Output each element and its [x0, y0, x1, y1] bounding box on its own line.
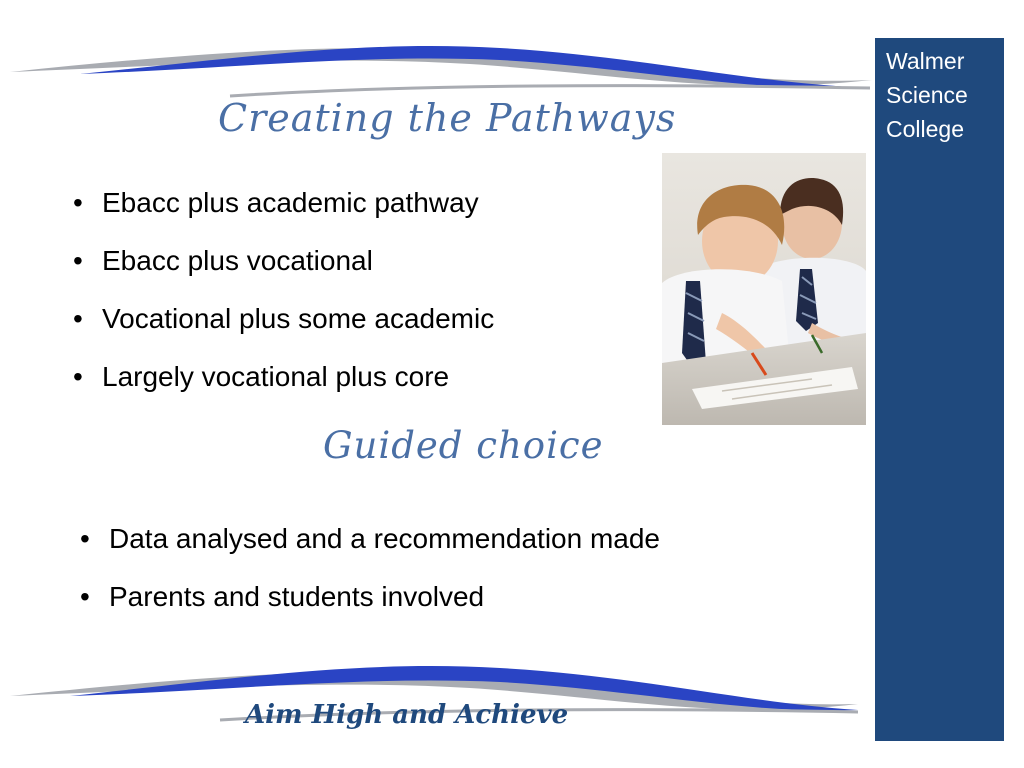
pathway-text: Largely vocational plus core	[102, 361, 450, 392]
bullet-icon: •	[80, 523, 90, 554]
pathways-list	[70, 184, 494, 416]
bullet-icon: •	[73, 245, 83, 276]
pathway-item	[70, 242, 494, 300]
pathway-item	[70, 184, 494, 242]
pathway-item	[70, 358, 494, 416]
college-name-line-1: Walmer	[886, 48, 965, 74]
guided-choice-text: Data analysed and a recommendation made	[109, 523, 661, 554]
guided-choice-text: Parents and students involved	[109, 581, 485, 612]
college-name-line-2: Science	[886, 82, 968, 108]
guided-choice-list	[77, 520, 660, 636]
bullet-icon: •	[73, 303, 83, 334]
pathway-text: Ebacc plus vocational	[102, 245, 373, 276]
slide-title: Creating the Pathways	[218, 96, 677, 140]
bullet-icon: •	[80, 581, 90, 612]
college-name-line-3: College	[886, 116, 964, 142]
pathway-text: Ebacc plus academic pathway	[102, 187, 479, 218]
pathway-text: Vocational plus some academic	[102, 303, 495, 334]
pathway-item	[70, 300, 494, 358]
guided-choice-item	[77, 520, 660, 578]
bullet-icon: •	[73, 187, 83, 218]
bullet-icon: •	[73, 361, 83, 392]
top-swoosh-blue	[80, 46, 870, 88]
slide-subtitle: Guided choice	[323, 424, 604, 467]
guided-choice-item	[77, 578, 660, 636]
students-writing-photo	[662, 153, 866, 425]
college-sidebar	[875, 38, 1004, 741]
footer-motto: Aim High and Achieve	[245, 700, 569, 730]
